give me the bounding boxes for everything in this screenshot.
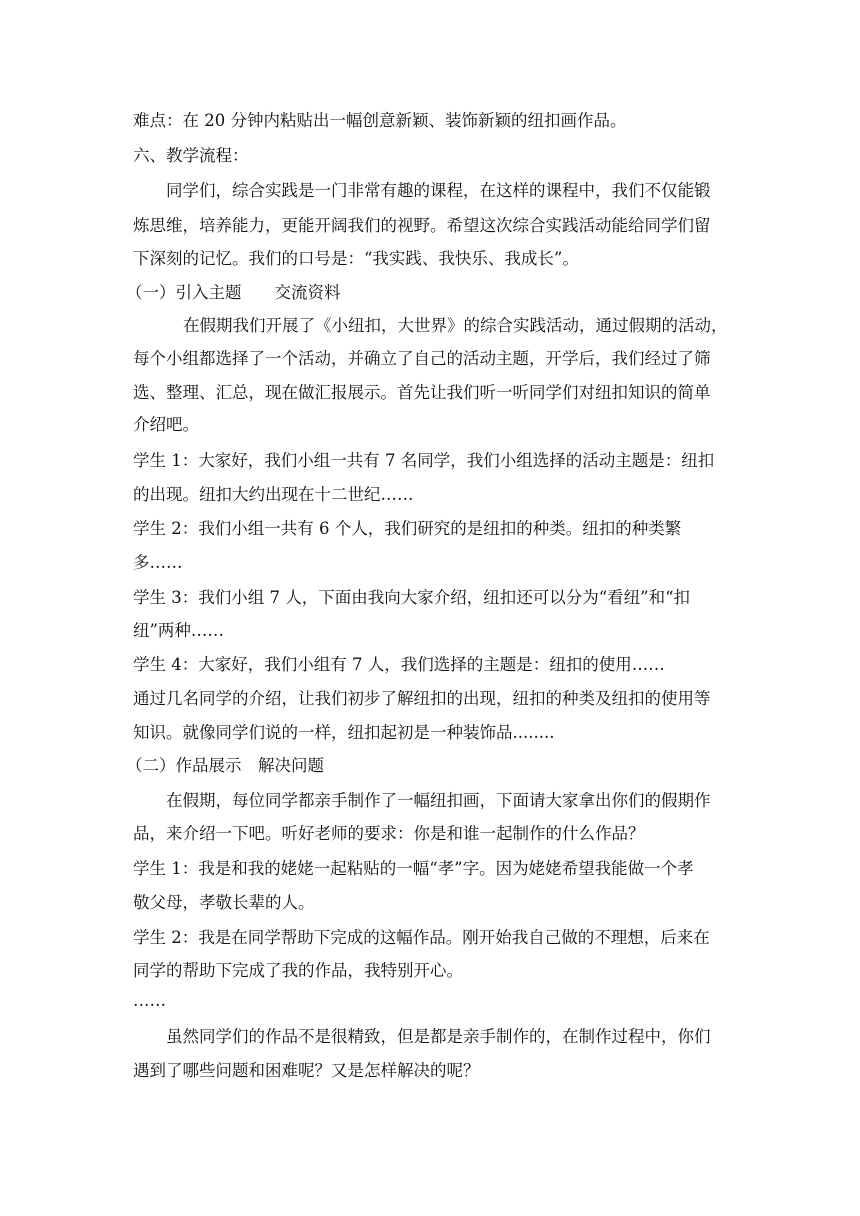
paragraph-line: 遇到了哪些问题和困难呢？又是怎样解决的呢？ [133,1061,480,1080]
paragraph-line: 炼思维，培养能力，更能开阔我们的视野。希望这次综合实践活动能给同学们留 [133,216,711,235]
paragraph-line: 选、整理、汇总，现在做汇报展示。首先让我们听一听同学们对纽扣知识的简单 [133,383,711,402]
paragraph-line: 下深刻的记忆。我们的口号是：“我实践、我快乐、我成长”。 [133,249,579,268]
paragraph-line: 介绍吧。 [133,415,199,434]
paragraph-line: 每个小组都选择了一个活动，并确立了自己的活动主题，开学后，我们经过了筛 [133,349,711,368]
student-line: 学生 1：大家好，我们小组一共有 7 名同学，我们小组选择的活动主题是：纽扣 [133,451,715,470]
student-line: 学生 1：我是和我的姥姥一起粘贴的一幅“孝”字。因为姥姥希望我能做一个孝 [133,859,694,878]
paragraph-line: 在假期我们开展了《小纽扣，大世界》的综合实践活动，通过假期的活动， [183,316,728,335]
paragraph-line: 同学们，综合实践是一门非常有趣的课程，在这样的课程中，我们不仅能锻 [166,181,711,200]
ellipsis-line: …… [133,991,166,1010]
student-line: 敬父母，孝敬长辈的人。 [133,893,315,912]
student-line: 学生 4：大家好，我们小组有 7 人，我们选择的主题是：纽扣的使用…… [133,655,665,674]
paragraph-line: 知识。就像同学们说的一样，纽扣起初是一种装饰品........ [133,723,555,742]
subsection-heading-2: （二）作品展示 解决问题 [126,756,324,775]
paragraph-line: 在假期，每位同学都亲手制作了一幅纽扣画，下面请大家拿出你们的假期作 [166,791,711,810]
section-heading-teaching-process: 六、教学流程： [133,146,249,165]
paragraph-line: 通过几名同学的介绍，让我们初步了解纽扣的出现，纽扣的种类及纽扣的使用等 [133,689,711,708]
difficulty-line: 难点：在 20 分钟内粘贴出一幅创意新颖、装饰新颖的纽扣画作品。 [133,111,627,130]
student-line: 学生 3：我们小组 7 人，下面由我向大家介绍，纽扣还可以分为“看纽”和“扣 [133,588,691,607]
student-line: 的出现。纽扣大约出现在十二世纪…… [133,485,414,504]
student-line: 学生 2：我是在同学帮助下完成的这幅作品。刚开始我自己做的不理想，后来在 [133,928,710,947]
student-line: 多…… [133,553,183,572]
student-line: 纽”两种…… [133,621,224,640]
student-line: 学生 2：我们小组一共有 6 个人，我们研究的是纽扣的种类。纽扣的种类繁 [133,519,682,538]
subsection-heading-1: （一）引入主题 交流资料 [126,283,341,302]
student-line: 同学的帮助下完成了我的作品，我特别开心。 [133,961,463,980]
paragraph-line: 品，来介绍一下吧。听好老师的要求：你是和谁一起制作的什么作品？ [133,824,645,843]
paragraph-line: 虽然同学们的作品不是很精致，但是都是亲手制作的，在制作过程中，你们 [166,1027,711,1046]
